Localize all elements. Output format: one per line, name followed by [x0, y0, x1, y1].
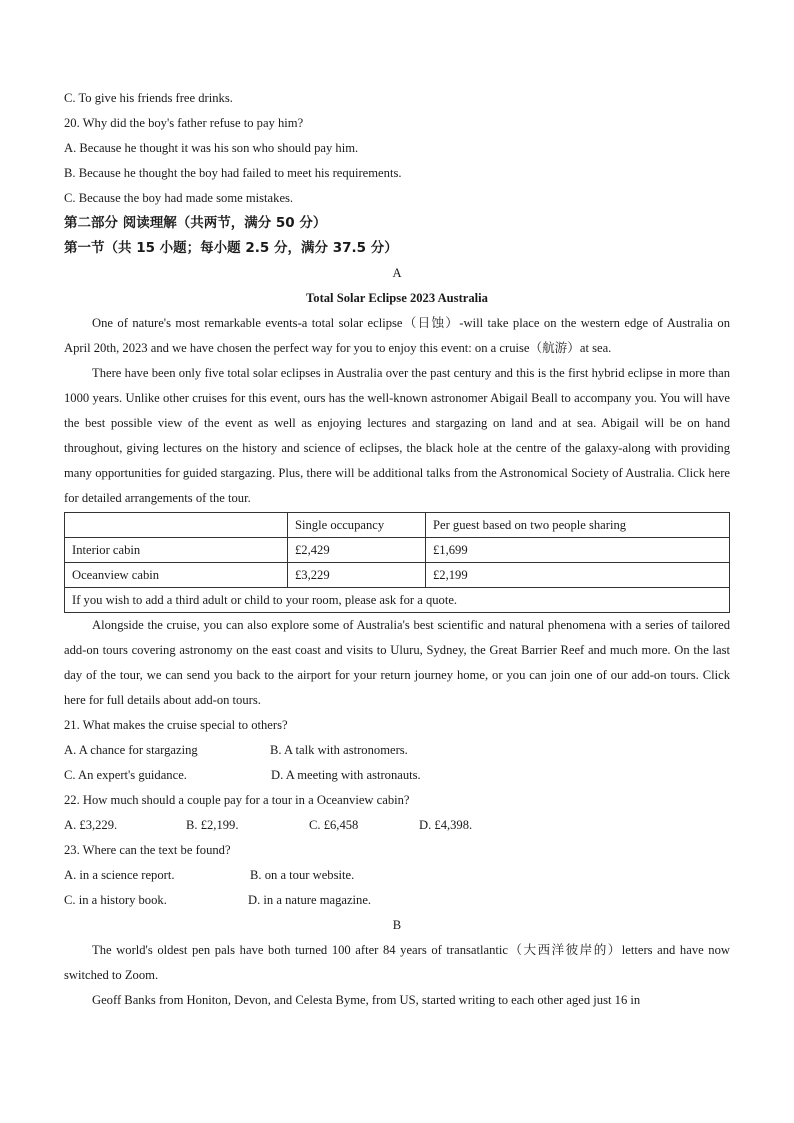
price-table-header-cell: Single occupancy	[288, 513, 426, 538]
cabin-type-cell: Interior cabin	[65, 538, 288, 563]
q22-option-a: A. £3,229.	[64, 818, 118, 832]
q21-option-c: C. An expert's guidance.	[64, 768, 187, 782]
part-heading: 第二部分 阅读理解（共两节，满分 50 分）	[64, 215, 327, 231]
q23-options-row-2	[64, 888, 730, 913]
q22-question: 22. How much should a couple pay for a tour in a Oceanview cabin?	[64, 793, 410, 807]
price-table-note: If you wish to add a third adult or child to your room, please ask for a quote.	[65, 588, 730, 613]
q20-option-a: A. Because he thought it was his son who should pay him.	[64, 141, 359, 155]
q23-question: 23. Where can the text be found?	[64, 843, 231, 857]
price-table	[64, 512, 730, 613]
price-table-note-row	[65, 588, 730, 613]
q22-option-c: C. £6,458	[309, 818, 359, 832]
subsection-heading: 第一节（共 15 小题；每小题 2.5 分，满分 37.5 分）	[64, 240, 398, 256]
price-table-header-cell	[65, 513, 288, 538]
q23-options-row-1	[64, 863, 730, 888]
exam-page	[64, 86, 730, 1013]
q22-options-row	[64, 813, 730, 838]
passage-a-title: Total Solar Eclipse 2023 Australia	[306, 291, 488, 305]
passage-a-paragraph-2: There have been only five total solar eclipses in Australia over the past century and this is the first hybrid eclipse in more than 1000 years. Unlike other cruises for this event, ours has the well-known astronomer Abigail Beall to accompany you. You will have the best possible view of the event as well as enjoying lectures and stargazing on land and at sea. Abigail will be on hand throughout, giving lectures on the history and science of eclipses, the black hole at the centre of the galaxy-along with providing many opportunities for guided stargazing. Plus, there will be additional talks from the Astronomical Society of Australia. Click here for detailed arrangements of the tour.	[64, 366, 730, 505]
q22-option-d: D. £4,398.	[419, 818, 473, 832]
cabin-type-cell: Oceanview cabin	[65, 563, 288, 588]
q21-options-row-2	[64, 763, 730, 788]
passage-a-label: A	[392, 266, 402, 280]
q21-option-b: B. A talk with astronomers.	[270, 743, 408, 757]
passage-b-paragraph-1: The world's oldest pen pals have both turned 100 after 84 years of transatlantic（大西洋彼岸的）letters and have now switched to Zoom.	[64, 943, 730, 982]
q21-question: 21. What makes the cruise special to others?	[64, 718, 288, 732]
q19-option-c: C. To give his friends free drinks.	[64, 91, 233, 105]
price-cell: £2,429	[288, 538, 426, 563]
price-cell: £1,699	[426, 538, 730, 563]
q20-option-b: B. Because he thought the boy had failed to meet his requirements.	[64, 166, 402, 180]
q20-question: 20. Why did the boy's father refuse to pay him?	[64, 116, 304, 130]
q23-option-c: C. in a history book.	[64, 893, 167, 907]
q22-option-b: B. £2,199.	[186, 818, 239, 832]
passage-b-paragraph-2: Geoff Banks from Honiton, Devon, and Celesta Byme, from US, started writing to each other aged just 16 in	[92, 993, 641, 1007]
passage-a-paragraph-3: Alongside the cruise, you can also explore some of Australia's best scientific and natural phenomena with a series of tailored add-on tours covering astronomy on the east coast and visits to Uluru, Sydney, the Great Barrier Reef and much more. On the last day of the tour, we can send you back to the airport for your return journey home, or you can join one of our add-on tours. Click here for full details about add-on tours.	[64, 618, 730, 707]
q20-option-c: C. Because the boy had made some mistakes.	[64, 191, 294, 205]
q23-option-b: B. on a tour website.	[250, 868, 355, 882]
q23-option-a: A. in a science report.	[64, 868, 175, 882]
price-table-header-row	[65, 513, 730, 538]
price-cell: £3,229	[288, 563, 426, 588]
price-table-row	[65, 563, 730, 588]
q21-options-row-1	[64, 738, 730, 763]
q21-option-a: A. A chance for stargazing	[64, 743, 198, 757]
price-table-header-cell: Per guest based on two people sharing	[426, 513, 730, 538]
price-table-row	[65, 538, 730, 563]
q21-option-d: D. A meeting with astronauts.	[271, 768, 421, 782]
q23-option-d: D. in a nature magazine.	[248, 893, 372, 907]
passage-a-paragraph-1: One of nature's most remarkable events-a total solar eclipse（日蚀）-will take place on the western edge of Australia on April 20th, 2023 and we have chosen the perfect way for you to enjoy this event: on a cruise（航游）at sea.	[64, 316, 730, 355]
passage-b-label: B	[392, 918, 402, 932]
price-cell: £2,199	[426, 563, 730, 588]
